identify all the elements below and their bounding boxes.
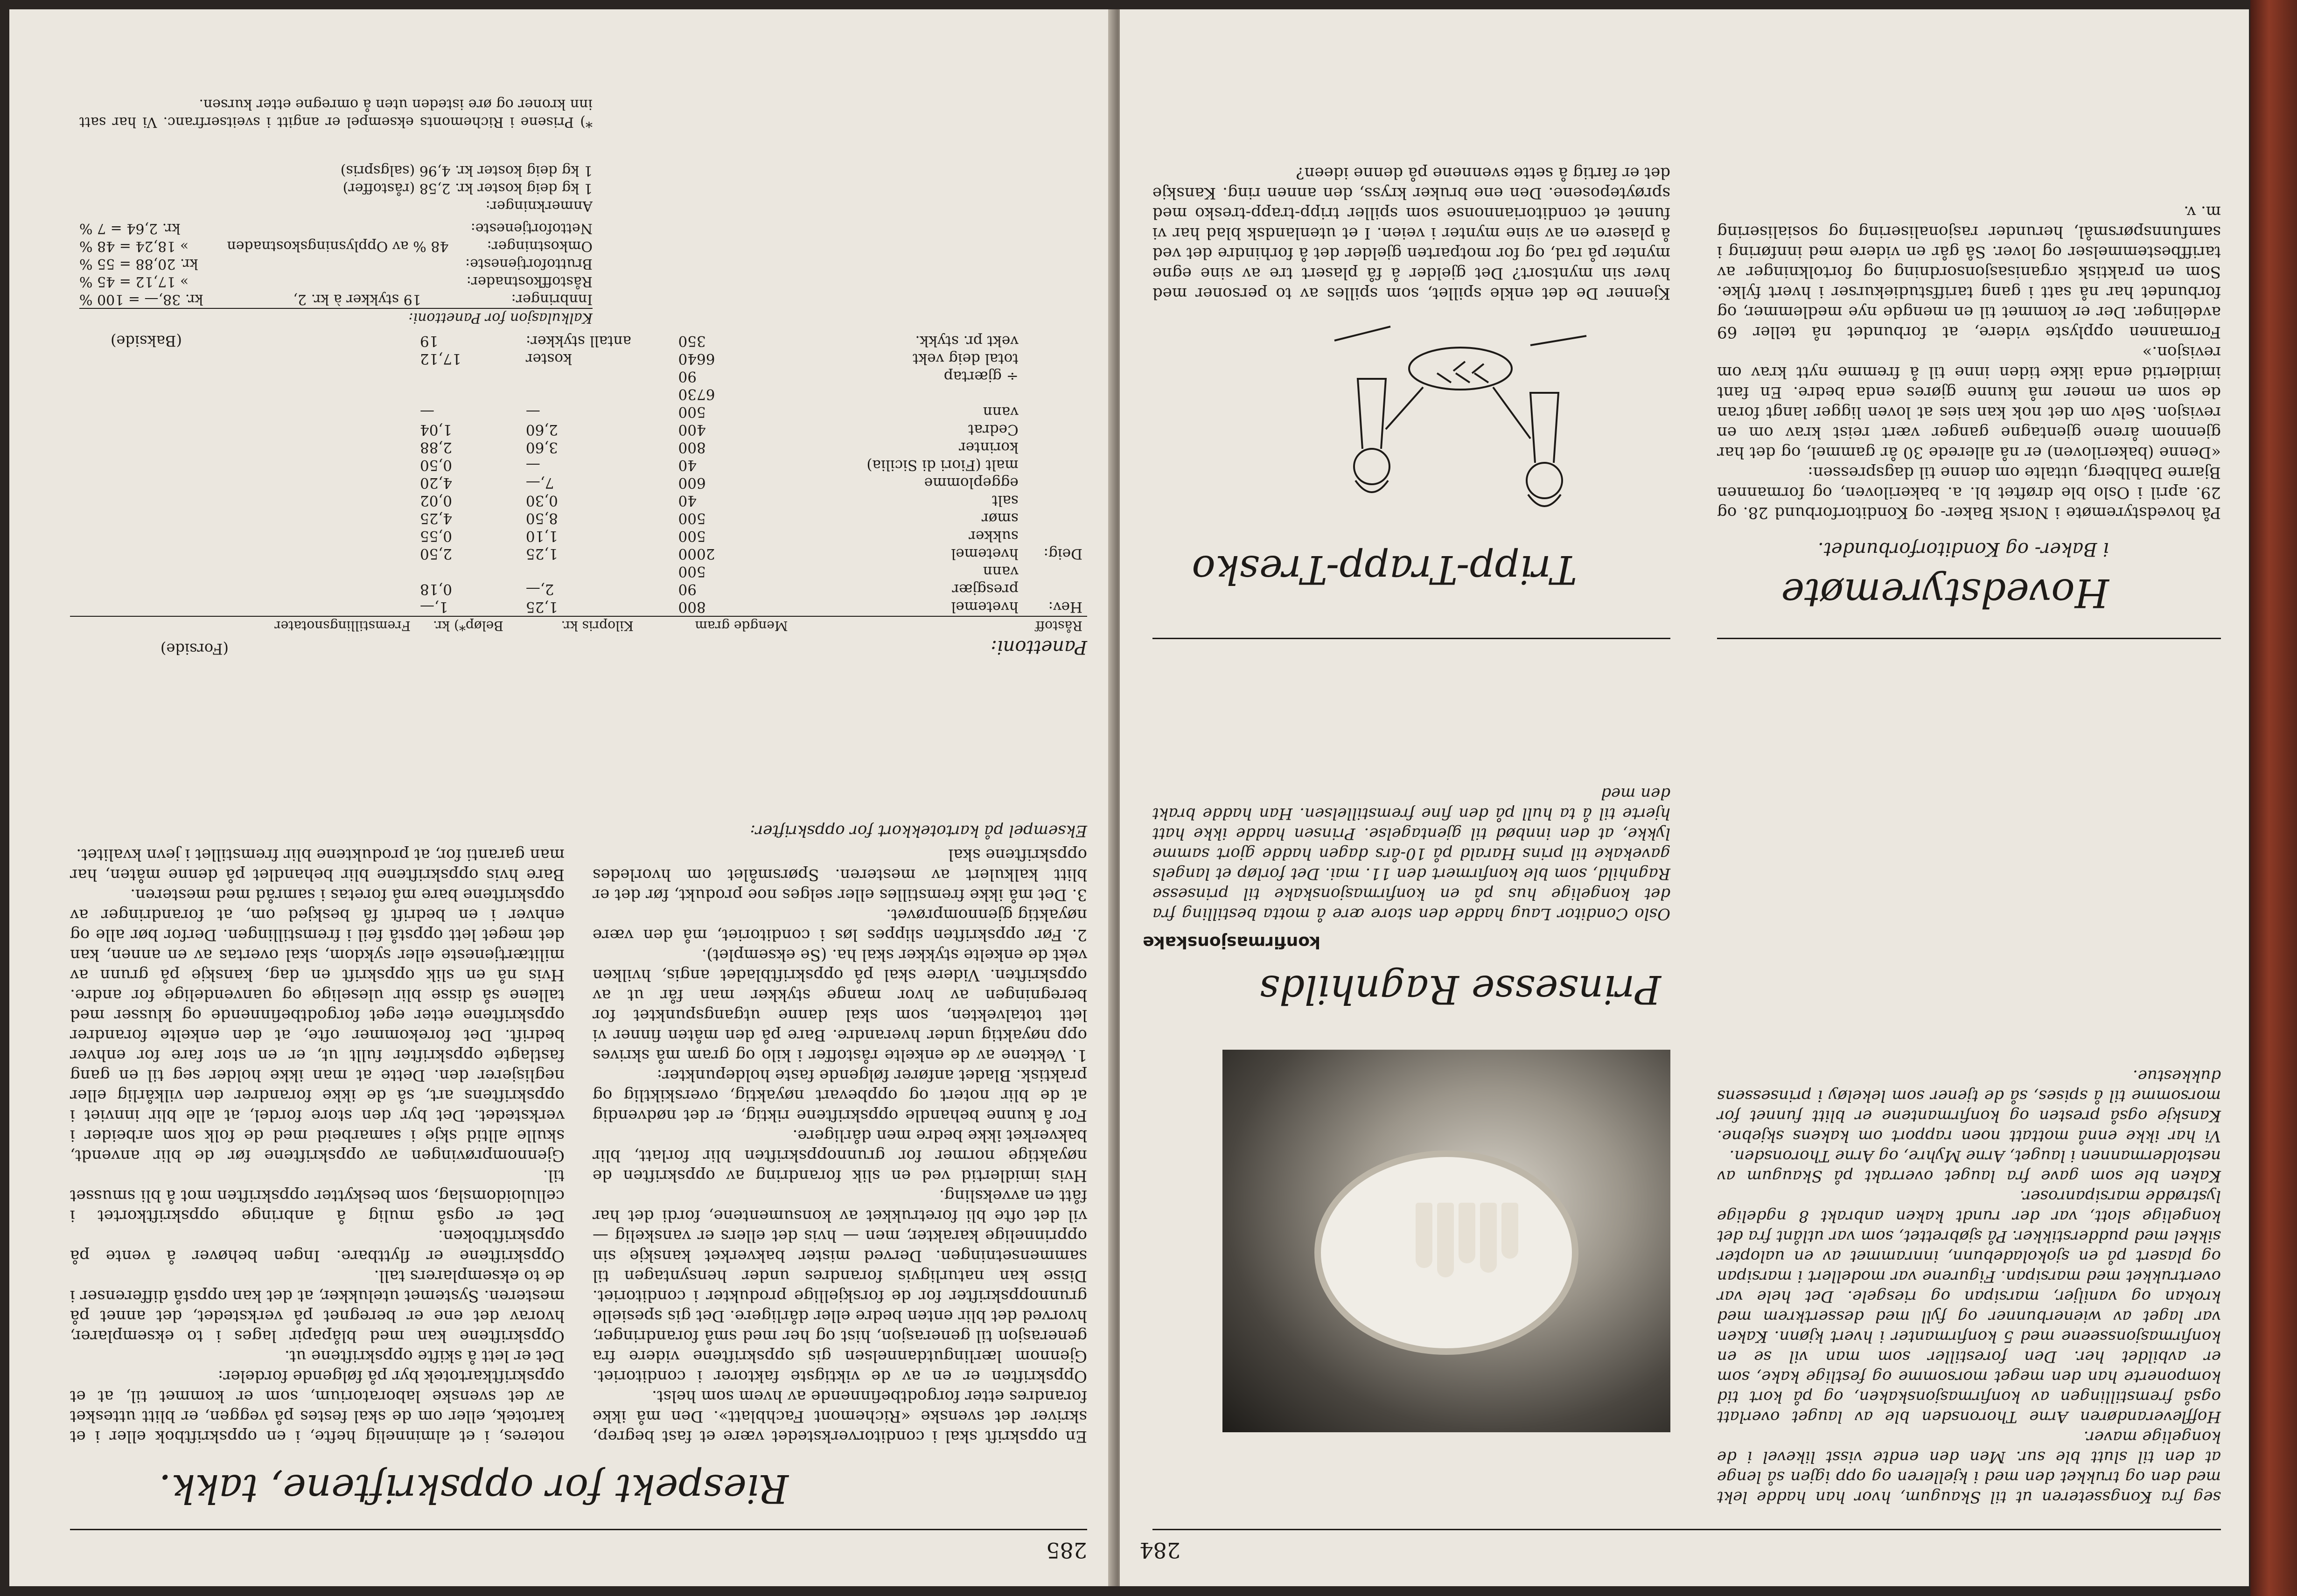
table-cell: antall stykker: — [525, 333, 631, 349]
table-cell — [809, 385, 1023, 403]
table-cell: — — [420, 404, 434, 420]
text-column-2 — [70, 844, 565, 1446]
table-cell — [521, 368, 674, 385]
page-number: 285 — [1046, 1538, 1087, 1563]
footnote: *) Prisene i Richemonts eksempel er angitt i sveitserfranc. Vi har satt inn kroner og øre isteden uten å omregne etter kursen. — [79, 96, 593, 130]
table-cell: smør — [981, 510, 1019, 527]
table-header-row — [70, 616, 1087, 634]
table-cell: 800 — [678, 599, 706, 615]
table-cell: 7,— — [525, 474, 554, 491]
cake-photo — [1222, 1050, 1670, 1432]
table-row — [70, 456, 1087, 474]
paragraph: 3. Det må ikke fremstilles eller selges noe produkt, før det er blitt kalkulert av mesteren. Spørsmålet om hvorledes oppskriftene skal — [593, 845, 1087, 904]
table-cell: 1,— — [420, 599, 448, 615]
notes-heading: Anmerkninger: — [485, 198, 593, 214]
table-cell: hvetemel — [951, 599, 1019, 615]
table-cell: presgjær — [952, 581, 1019, 598]
table-cell: salt — [992, 492, 1019, 509]
table-cell: malt (Fiori di Sicilia) — [866, 457, 1019, 474]
table-cell: 19 — [420, 333, 439, 349]
calc-line — [79, 219, 593, 237]
table-cell — [70, 385, 415, 403]
table-cell: Hev: — [1048, 599, 1082, 615]
example-heading: Eksempel på kartotekkort for oppskrifter: — [750, 822, 1087, 840]
calc-cell: Bruttofortjeneste: — [465, 256, 593, 272]
paragraph: Oslo Conditor Laug hadde den store ære å motta bestilling fra det kongelige hus på en konfirmasjonskake til prinsesse Ragnhild, som ble konfirmert den 11. mai. Det forløp et langels gavekake til prins Harald på 10-års dagen hadde gjort samme lykke, at den innbød til gjentagelse. Prinsen hadde ikke hatt hjerte til å ta hull på den fine fremstillelsen. Han hadde brakt den med — [1152, 784, 1670, 923]
table-row — [70, 332, 1087, 350]
left-page — [9, 9, 1115, 1586]
table-cell: 2000 — [678, 545, 715, 562]
table-cell: 17,12 — [420, 350, 461, 367]
calc-cell: Nettofortjeneste: — [470, 220, 593, 237]
col-header: Beløp*) kr. — [415, 616, 521, 634]
product-label: Panettoni: — [991, 636, 1087, 658]
article-title: Hovedstyremøte — [1781, 570, 2109, 616]
baksida-label: (Bakside) — [110, 332, 182, 350]
paragraph: Oppskriftene kan med blåpapir lages i to eksemplarer, hvorav det ene er beregnet på verkstedet, det annet på mesteren. Systemet utelukker, at det kan oppstå differenser i de to eksemplarers tall. — [70, 1267, 565, 1345]
table-cell: 1,25 — [525, 545, 558, 562]
table-cell — [1023, 350, 1087, 368]
table-cell: ÷ gjærtap — [943, 368, 1019, 385]
note-line: 1 kg deig koster kr. 4,96 (salgspris) — [340, 162, 593, 179]
table-cell: 1,25 — [525, 599, 558, 615]
table-cell: 6640 — [678, 350, 715, 367]
article-subtitle: i Baker- og Konditorforbundet. — [1818, 538, 2109, 560]
paragraph: Vi har ikke ennå mottatt noen rapport om kakens skjebne. Kanskje også presten og konfirmantene er blitt funnet for morsomme til å spises, så de tjener som lekeløy i prinsessens dukkestue. — [1717, 1066, 2221, 1145]
calc-line — [79, 255, 593, 272]
table-cell — [415, 563, 521, 580]
article-title: Tripp-Trapp-Tresko — [1192, 547, 1577, 592]
table-row — [70, 509, 1087, 527]
table-cell: 0,02 — [420, 492, 453, 509]
table-cell: 3,60 — [525, 439, 558, 456]
forside-label: (Forside) — [160, 640, 229, 658]
table-cell: — — [525, 457, 540, 474]
table-cell: 800 — [678, 439, 706, 456]
table-cell: 600 — [678, 474, 706, 491]
calc-cell: Innbringer: — [511, 291, 593, 307]
col-header: Fremstillingsnotater — [70, 616, 415, 634]
table-cell — [1023, 403, 1087, 421]
paragraph: Oppskriften er en av de viktigste faktorer i conditoriet. Gjennom lærlingutdannelsen gis oppskriftene videre fra generasjon til generasjon, hist og her med små forandringer, hvorved det blir enten bedre eller dårligere. Det gis spesielle grunnoppskrifter for de forskjellige produkter i conditoriet. Disse kan naturligvis forandres under hensyntagen til sammensetningen. Derved mister bakverket kanskje sin opprinnelige karakter, men — hvis det ellers er vanskelig — vil det ofte bli foretrukket av konsumentene, fordi det har fått en avveksling. — [593, 1186, 1087, 1386]
paragraph: seg fra Kongsseteren ut til Skaugum, hvor han hadde lekt med den og trukket den med i kjelleren og opp igjen så lenge at den til slutt ble sur. Men den endte visst likevel i de kongelige maver. — [1717, 1428, 2221, 1506]
article-subtitle: konfirmasjonskake — [1143, 933, 1320, 952]
bakers-illustration — [1316, 322, 1605, 523]
table-cell: 2,60 — [525, 421, 558, 438]
table-row — [70, 492, 1087, 509]
table-cell — [1023, 580, 1087, 598]
article-title: Riespekt for oppskriftene, takk. — [159, 1466, 789, 1512]
col-header: Kilopris kr. — [521, 616, 674, 634]
paragraph: På hovedstyremøte i Norsk Baker- og Konditorforbund 28. og 29. april i Oslo ble drøftet bl. a. bakeriloven, og formannen Bjarne Dahlberg, uttalte om denne til dagspressen: — [1717, 463, 2221, 522]
calc-heading: Kalkulasjon for Panettoni: — [79, 308, 593, 327]
table-cell: Deig: — [1043, 545, 1082, 562]
marzipan-figures — [1384, 1203, 1518, 1317]
table-cell: Cedrat — [968, 421, 1019, 438]
page-number: 284 — [1139, 1538, 1180, 1563]
recipe-table — [70, 332, 1087, 634]
table-cell: eggeplomme — [924, 474, 1019, 491]
table-cell: 6730 — [678, 386, 715, 403]
col-header: Mengde gram — [674, 616, 810, 634]
calc-line — [79, 290, 593, 308]
table-cell: 90 — [678, 581, 697, 598]
text-column-1 — [1717, 1066, 2221, 1507]
paragraph: Gjennomprøvingen av oppskriftene før de blir anvendt, skulle alltid skje i samarbeid med de folk som arbeider i verkstedet. Det byr den store fordel, at alle blir innviet i oppskriftens art, så de ikke forandrer den vilkårlig eller neglisjerer den. Dette at man ikke holder seg til en gang fastlagte oppskrifter fullt ut, er en stor fare for enhver bedrift. Det forekommer ofte, at den enkelte forandrer oppskriftene etter eget forgodtbefinnende og klusser med tallene så disse blir uleselige og uanvendelige for andre. Hvis nå en slik oppskrift en dag, kanskje på grunn av militærtjeneste eller sykdom, skal overtas av en annen, kan det meget lett oppstå feil i fremstillingen. Derfor bør alle og enhver i en bedrift få beskjed om, at forandringer av oppskriftene bare må foretas i samråd med mesteren. — [70, 885, 565, 1165]
text-column-1b — [1717, 202, 2221, 523]
table-cell — [1023, 385, 1087, 403]
paragraph: Hoffleverandøren Arne Thoronsden ble av lauget overlatt også fremstillingen av konfirmasjonskaken, og på kort tid komponerte han den meget morsomme og festlige kake, som er avbildet her. Den forestiller som man vil se en konfirmasjonsseene med 5 konfirmanter i hvert kjønn. Kaken var laget av wienerbunner og fyll med dessertkrem med krokan og vaniljer, marsipan og riesgele. Det hele var overtrukket med marsipan. Figurene var modellert i marsipan og plasert på en sjokoladebunn, innrammet av en ualopter sikkel med pudderstikker. På sjøbrettet, som var utlånt fra det kongelige slott, var der rundt kaken anbrakt 8 ngdelige lystrødde marsipanroser. — [1717, 1187, 2221, 1426]
table-cell: vann — [983, 563, 1019, 580]
top-rule — [70, 1529, 1087, 1530]
table-cell: 1,10 — [525, 528, 558, 544]
table-cell — [415, 385, 521, 403]
paragraph: Kjenner De det enkle spillet, som spilles av to personer med hver sin myntsort? Det gjelder å få plasert tre av sine egne mynter på rad, og for motparten gjelder det å forhindre det ved å plasere en av sine mynter i veien. I et utenlandsk blad har vi funnet et conditoriannonse som spiller tripp-trapp-tresko med sprøyteposene. Den ene bruker kryss, den annen ring. Kanskje det er fartig å sette svennene på denne ideen? — [1152, 164, 1670, 303]
right-page — [1120, 9, 2249, 1586]
table-row — [70, 580, 1087, 598]
table-cell: 0,30 — [525, 492, 558, 509]
table-cell: 500 — [678, 563, 706, 580]
table-cell: 1,04 — [420, 421, 453, 438]
paragraph: noteres, i et alminnelig hefte, i en oppskriftbok eller i et kartotek, eller om de skal festes på veggen, er blitt uttesket av det svenske laboratorium, som er kommet til, at et oppskriftkartotek byr på følgende fordeler: — [70, 1367, 565, 1446]
table-cell: 500 — [678, 404, 706, 420]
table-cell — [70, 368, 415, 385]
table-cell — [521, 385, 674, 403]
calc-cell: kr. 38,— = 100 % — [79, 291, 203, 307]
paragraph: Det er lett å skifte oppskriftene ut. — [284, 1347, 565, 1366]
table-cell — [1023, 563, 1087, 580]
book-spine — [2250, 0, 2297, 1596]
section-rule — [1717, 638, 2221, 639]
calc-cell: kr. 2,64 = 7 % — [79, 220, 181, 237]
paragraph: 1. Vektene av de enkelte råstoffer i kilo og gram må skrives opp nøyaktig under hverandre. Bare på den måten finner vi lett totalvekten, som skal danne utgangspunktet for beregningen av hvor mange stykker man får ut av oppskriften. Videre skal på oppskriftbladet angis, hvilken vekt de enkelte stykker skal ha. (Se eksemplet). — [593, 946, 1087, 1065]
table-cell — [415, 368, 521, 385]
article-title: Prinsesse Ragnhilds — [1259, 967, 1661, 1012]
table-cell: — — [525, 404, 540, 420]
table-row — [70, 563, 1087, 580]
table-cell: korinter — [958, 439, 1019, 456]
table-row — [70, 439, 1087, 456]
paragraph: 2. Før oppskriften slippes løs i conditoriet, må den være nøyaktig gjennomprøvet. — [593, 906, 1087, 944]
table-cell: vann — [983, 404, 1019, 420]
table-cell — [521, 563, 674, 580]
table-cell: 4,20 — [420, 474, 453, 491]
paragraph: Kaken ble som gave fra lauget overrakt på Skaugum av nestoldermannen i lauget, Arne Myhre, og Arne Thoronsden. — [1717, 1147, 2221, 1185]
table-cell: koster — [525, 350, 572, 367]
table-cell: vekt pr. stykk. — [915, 333, 1019, 349]
calc-cell: Råstoffkostnader: — [466, 273, 593, 290]
table-cell: 500 — [678, 510, 706, 527]
table-cell: 40 — [678, 457, 697, 474]
table-cell: 8,50 — [525, 510, 558, 527]
calc-cell: 19 stykker à kr. 2, — [293, 291, 421, 307]
table-cell: 40 — [678, 492, 697, 509]
table-row — [70, 350, 1087, 368]
table-cell: total deig vekt — [913, 350, 1019, 367]
table-cell: 4,25 — [420, 510, 453, 527]
table-row — [70, 527, 1087, 545]
calculation-block — [79, 161, 593, 327]
table-cell: 90 — [678, 368, 697, 385]
calc-line — [79, 237, 593, 255]
text-column-3 — [1152, 163, 1670, 303]
table-cell: 350 — [678, 333, 706, 349]
table-row — [70, 598, 1087, 616]
section-rule — [1152, 638, 1670, 639]
table-cell: 0,50 — [420, 457, 453, 474]
table-cell — [1023, 421, 1087, 439]
table-cell — [1023, 456, 1087, 474]
text-column-2 — [1152, 783, 1670, 924]
paragraph: Hvis imidlertid ved en slik forandring av oppskriften de nøyaktige normer for grunnoppskriften blir forlatt, blir bakverket ikke bedre men dårligere. — [593, 1126, 1087, 1185]
table-cell: sukker — [969, 528, 1019, 544]
table-cell: 400 — [678, 421, 706, 438]
table-cell: 2,50 — [420, 545, 453, 562]
paragraph: Det er også mulig å anbringe oppskriftkortet i celluloidomslag, som beskytter oppskriften mot å bli smusset til. — [70, 1166, 565, 1225]
calc-cell: » 17,12 = 45 % — [79, 273, 189, 290]
table-row — [70, 385, 1087, 403]
calc-cell: » 18,24 = 48 % — [79, 238, 189, 254]
note-line: 1 kg deig koster kr. 2,58 (råstoffer) — [342, 180, 593, 196]
table-cell: 2,88 — [420, 439, 453, 456]
table-cell: 0,55 — [420, 528, 453, 544]
table-cell: hvetemel — [951, 545, 1019, 562]
table-cell: 0,18 — [420, 581, 453, 598]
calc-cell: kr. 20,88 = 55 % — [79, 256, 198, 272]
table-cell — [1023, 439, 1087, 456]
table-cell — [70, 350, 415, 368]
paragraph: Bare hvis oppskriftene blir behandlet på denne måten, har man garanti for, at produktene blir fremstillet i jevn kvalitet. — [70, 845, 565, 884]
paragraph: Formannen opplyste videre, at forbundet nå teller 69 avdelinger. Der er kommet til en mengde nye medlemmer, og forbundet har nå satt i gang tariffstudiekurser i hvert fylke. Som en praktisk organisasjonsordning og fortolkninger av tariffbestemmelser og lover. Så går en videre med innføring i samfunnspørsmål, herunder rasjonalisering og sosialisering m. v. — [1717, 202, 2221, 342]
table-cell — [1023, 474, 1087, 492]
table-cell — [1023, 492, 1087, 509]
paragraph: En oppskrift skal i conditorverkstedet være et fast begrep, skriver det svenske «Richemont Fachblatt». Den må ikke forandres etter forgodtbefinnende av hvem som helst. — [593, 1387, 1087, 1446]
table-cell: 500 — [678, 528, 706, 544]
paragraph: «Denne (bakeriloven) er nå allerede 30 år gammel, og det har gjennom årene gjentagne ganger vært reist krav om en revisjon. Selv om det nok kan sies at loven ligger langt foran de som en mener må kunne gjøres enda bedre. En fant imidlertid enda ikke tiden inne til å fremme nytt krav om revisjon.» — [1717, 343, 2221, 462]
text-column-1 — [593, 821, 1087, 1446]
col-header: Råstoff — [809, 616, 1087, 634]
calc-cell: 48 % av Opplysningskostnaden — [227, 238, 449, 254]
calc-line — [79, 272, 593, 290]
table-cell — [1023, 527, 1087, 545]
table-cell — [1023, 332, 1087, 350]
paragraph: For å kunne behandle oppskriftene riktig, er det nødvendig at de blir notert og oppbevart nøyaktig, overskiktlig og praktisk. Bladet anfører følgende faste holdepunkter: — [593, 1066, 1087, 1125]
table-row — [70, 421, 1087, 439]
top-rule — [1152, 1529, 2221, 1530]
table-cell — [1023, 368, 1087, 385]
calc-cell: Omkostninger: — [487, 238, 593, 254]
table-row — [70, 403, 1087, 421]
table-row — [70, 474, 1087, 492]
table-row — [70, 368, 1087, 385]
table-row — [70, 545, 1087, 563]
table-cell — [1023, 509, 1087, 527]
paragraph: Oppskriftene er flyttbare. Ingen behøver å vente på oppskriftboken. — [70, 1227, 565, 1265]
table-cell: 2,— — [525, 581, 554, 598]
